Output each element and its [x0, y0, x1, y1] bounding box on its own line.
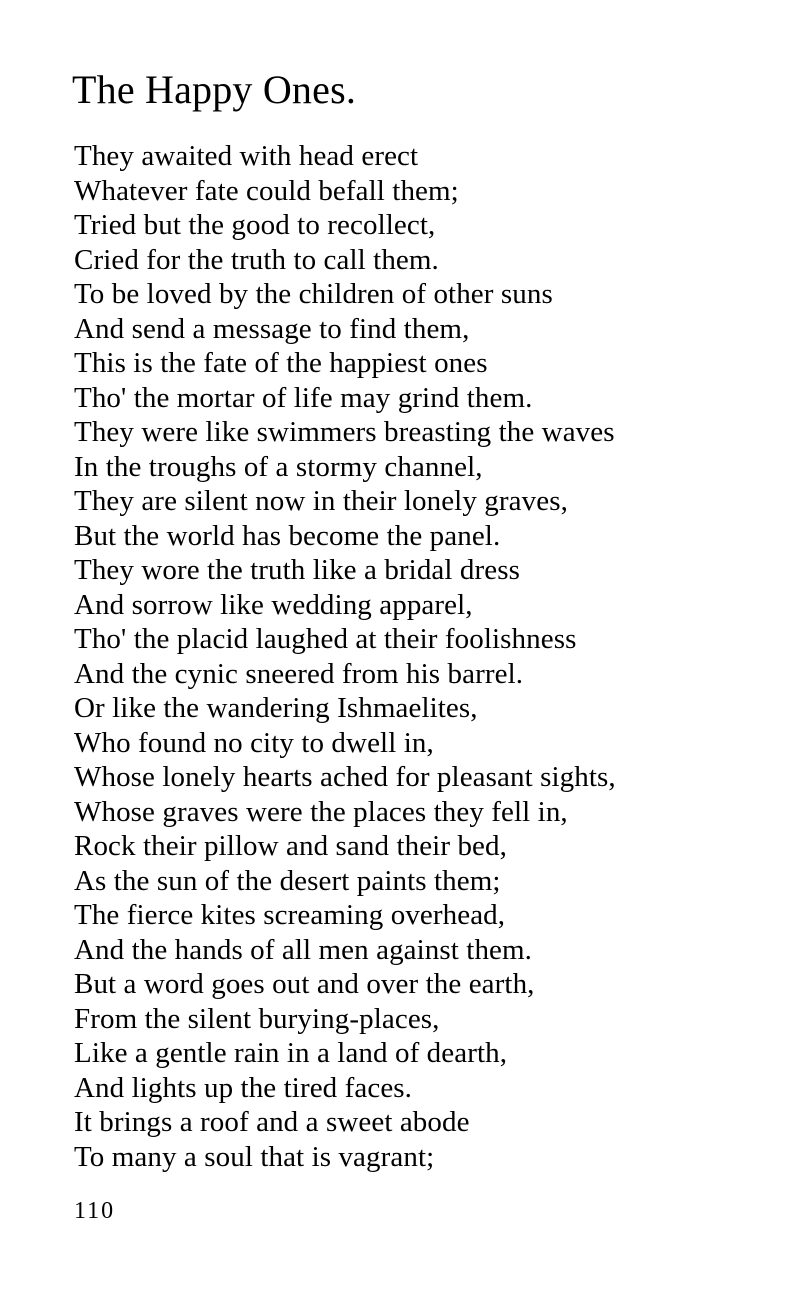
- poem-line: This is the fate of the happiest ones: [74, 347, 488, 379]
- poem-line: As the sun of the desert paints them;: [74, 864, 501, 897]
- poem-line: Tried but the good to recollect,: [74, 209, 436, 241]
- poem-line: And sorrow like wedding apparel,: [74, 588, 473, 621]
- poem-line: They wore the truth like a bridal dress: [74, 554, 521, 586]
- poem-line: Like a gentle rain in a land of dearth,: [74, 1037, 508, 1069]
- poem-line: Tho' the placid laughed at their foolishness: [74, 623, 577, 655]
- poem-line: Whose lonely hearts ached for pleasant sights,: [74, 761, 616, 793]
- poem-body: [74, 139, 616, 1174]
- poem-line: And lights up the tired faces.: [74, 1071, 413, 1104]
- poem-line: They were like swimmers breasting the waves: [74, 416, 615, 448]
- poem-line: Whose graves were the places they fell in,: [74, 795, 568, 828]
- poem-line: Cried for the truth to call them.: [74, 243, 439, 276]
- poem-line: To be loved by the children of other suns: [74, 278, 553, 310]
- poem-line: The fierce kites screaming overhead,: [74, 899, 506, 931]
- poem-line: They awaited with head erect: [74, 140, 419, 172]
- poem-line: Rock their pillow and sand their bed,: [74, 830, 507, 862]
- poem-line: In the troughs of a stormy channel,: [74, 450, 483, 483]
- poem-line: And the hands of all men against them.: [74, 933, 533, 966]
- poem-line: It brings a roof and a sweet abode: [74, 1106, 470, 1138]
- poem-line: But the world has become the panel.: [74, 519, 501, 552]
- poem-line: Whatever fate could befall them;: [74, 174, 459, 207]
- poem-line: To many a soul that is vagrant;: [74, 1140, 435, 1173]
- poem-line: Who found no city to dwell in,: [74, 726, 434, 759]
- poem-line: Tho' the mortar of life may grind them.: [74, 381, 533, 414]
- poem-line: Or like the wandering Ishmaelites,: [74, 692, 478, 724]
- poem-line: And send a message to find them,: [74, 312, 470, 345]
- poem-line: From the silent burying-places,: [74, 1002, 440, 1035]
- poem-line: But a word goes out and over the earth,: [74, 968, 535, 1000]
- page-number: 110: [74, 1198, 116, 1224]
- poem-line: They are silent now in their lonely graves,: [74, 485, 568, 517]
- poem-line: And the cynic sneered from his barrel.: [74, 657, 524, 690]
- poem-title: The Happy Ones.: [72, 67, 357, 112]
